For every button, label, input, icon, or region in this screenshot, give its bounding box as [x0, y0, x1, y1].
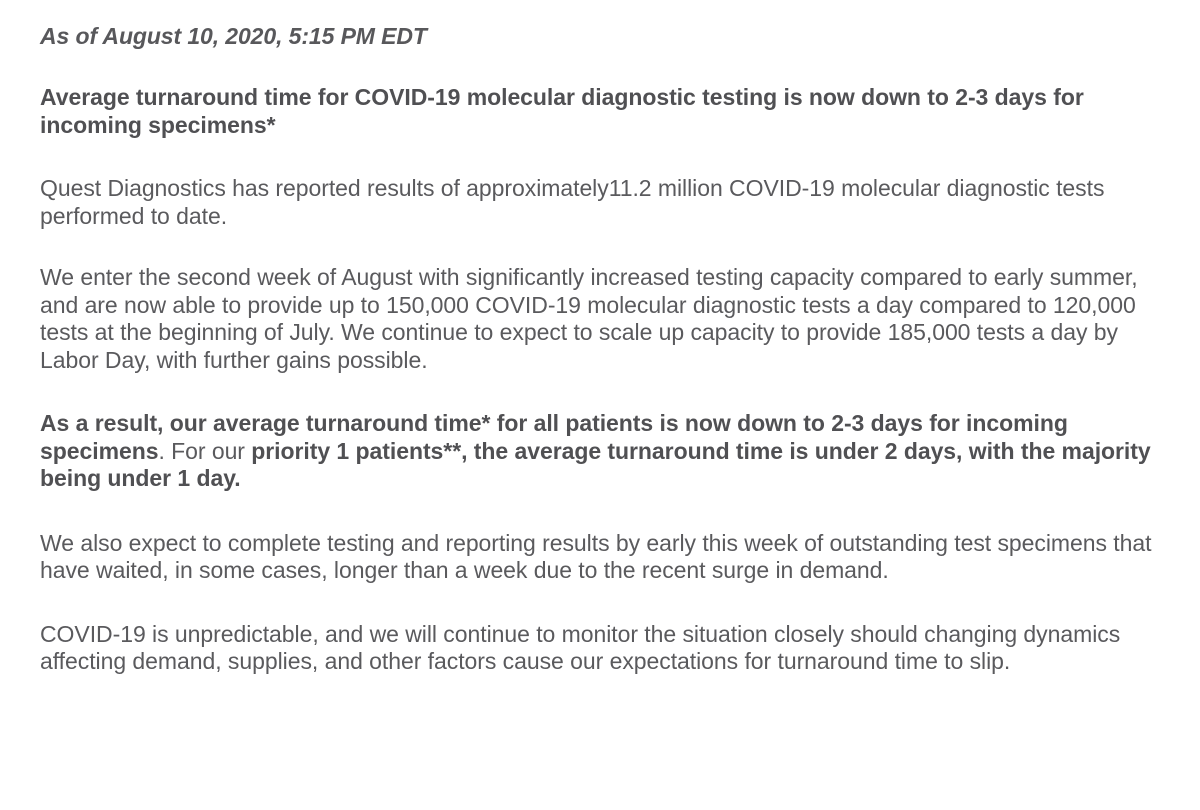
dateline: As of August 10, 2020, 5:15 PM EDT — [40, 23, 427, 49]
priority-patients-text: priority 1 patients**, the average turnaround time is under 2 days, with the majority being under 1 day. — [40, 437, 1151, 491]
paragraph-unpredictable: COVID-19 is unpredictable, and we will continue to monitor the situation closely should changing dynamics affecting demand, supplies, and other factors cause our expectations for turnaround time to slip. — [40, 620, 1121, 674]
turnaround-bold-text: As a result, our average turnaround time* for all patients is now down to 2-3 days for incoming specimens — [40, 410, 1068, 464]
paragraph-turnaround-result — [40, 410, 1160, 493]
turnaround-plain-text: . For our — [158, 437, 252, 464]
paragraph-quest-results: Quest Diagnostics has reported results of approximately11.2 million COVID-19 molecular diagnostic tests performed to date. — [40, 175, 1105, 229]
paragraph-outstanding-specimens: We also expect to complete testing and reporting results by early this week of outstanding test specimens that have waited, in some cases, longer than a week due to the recent surge in demand. — [40, 529, 1152, 583]
headline: Average turnaround time for COVID-19 molecular diagnostic testing is now down to 2-3 days for incoming specimens* — [40, 84, 1084, 138]
paragraph-capacity: We enter the second week of August with significantly increased testing capacity compared to early summer, and are now able to provide up to 150,000 COVID-19 molecular diagnostic tests a day compared to 120,000 tests at the beginning of July. We continue to expect to scale up capacity to provide 185,000 tests a day by Labor Day, with further gains possible. — [40, 264, 1138, 373]
